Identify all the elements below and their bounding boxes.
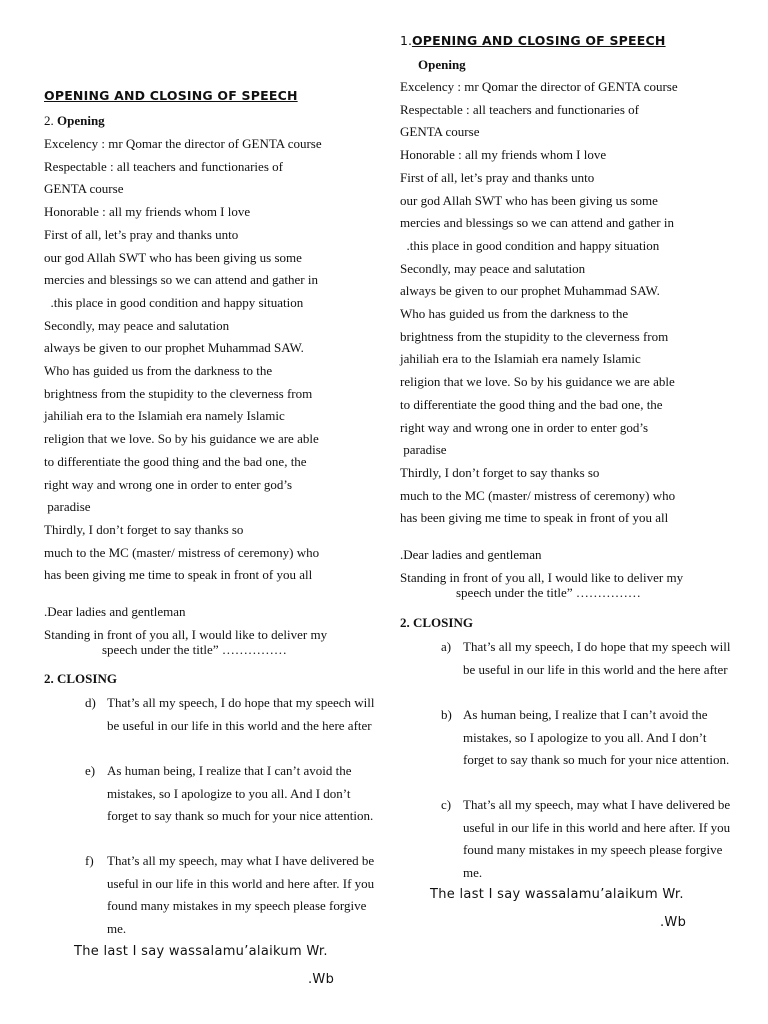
left-standing-line-1: Standing in front of you all, I would like to deliver my: [44, 627, 328, 642]
opening-body-line: jahiliah era to the Islamiah era namely Islamic: [400, 351, 641, 367]
opening-body-line: has been giving me time to speak in front of you all: [44, 567, 313, 583]
opening-body-line: brightness from the stupidity to the cleverness from: [400, 328, 669, 344]
left-closing-heading: 2. CLOSING: [44, 671, 117, 686]
opening-body-line: our god Allah SWT who has been giving us some: [400, 192, 658, 208]
left-title: OPENING AND CLOSING OF SPEECH: [44, 88, 298, 103]
left-closing-item-f: [85, 850, 382, 941]
item-marker: a): [441, 639, 452, 654]
opening-body-line: much to the MC (master/ mistress of ceremony) who: [400, 487, 676, 503]
right-standing-line-1: Standing in front of you all, I would like to deliver my: [400, 570, 684, 585]
item-text: As human being, I realize that I can’t avoid the mistakes, so I apologize to you all. And I don’t forget to say thank so much for your nice attention.: [107, 763, 374, 824]
opening-body-line: Thirdly, I don’t forget to say thanks so: [44, 521, 244, 537]
opening-body-line: to differentiate the good thing and the bad one, the: [400, 396, 663, 412]
opening-body-line: Respectable : all teachers and functionaries of: [400, 101, 639, 117]
item-text: That’s all my speech, may what I have delivered be useful in our life in this world and here after. If you found many mistakes in my speech please forgive me.: [463, 797, 731, 881]
opening-body-line: paradise: [400, 442, 447, 458]
opening-body-line: brightness from the stupidity to the cleverness from: [44, 385, 313, 401]
right-closing-item-b: [441, 704, 738, 772]
opening-body-line: GENTA course: [400, 124, 480, 140]
right-last-line: The last I say wassalamu’alaikum Wr.: [430, 887, 684, 902]
opening-body-line: Honorable : all my friends whom I love: [400, 147, 607, 163]
right-standing-line-2: speech under the title” ……………: [456, 585, 641, 600]
item-marker: f): [85, 853, 94, 868]
opening-body-line: Respectable : all teachers and functionaries of: [44, 158, 283, 174]
opening-body-line: Excelency : mr Qomar the director of GENTA course: [400, 79, 678, 94]
opening-body-line: to differentiate the good thing and the bad one, the: [44, 453, 307, 469]
left-last-line: The last I say wassalamu’alaikum Wr.: [74, 944, 328, 959]
left-standing-line-2: speech under the title” ……………: [102, 642, 287, 657]
item-text: That’s all my speech, I do hope that my speech will be useful in our life in this world and the here after: [107, 695, 375, 733]
opening-body-line: mercies and blessings so we can attend and gather in: [400, 215, 674, 231]
left-closing-item-d: [85, 692, 382, 737]
opening-body-line: Excelency : mr Qomar the director of GENTA course: [44, 136, 322, 151]
opening-body-line: jahiliah era to the Islamiah era namely Islamic: [44, 408, 285, 424]
right-wb: .Wb: [660, 915, 687, 930]
right-title-number: 1.: [400, 33, 412, 48]
left-dear: .Dear ladies and gentleman: [44, 604, 186, 619]
opening-body-line: .this place in good condition and happy situation: [400, 237, 660, 253]
left-opening-label: Opening: [57, 113, 105, 128]
opening-body-line: Secondly, may peace and salutation: [44, 317, 230, 333]
opening-body-line: Secondly, may peace and salutation: [400, 260, 586, 276]
opening-body-line: First of all, let’s pray and thanks unto: [400, 169, 595, 185]
opening-body-line: mercies and blessings so we can attend and gather in: [44, 272, 318, 288]
item-marker: e): [85, 763, 96, 778]
left-opening-heading: [44, 113, 105, 129]
opening-body-line: Who has guided us from the darkness to the: [44, 363, 273, 378]
opening-body-line: First of all, let’s pray and thanks unto: [44, 226, 239, 242]
item-marker: d): [85, 695, 96, 710]
right-opening-label: Opening: [418, 57, 466, 72]
item-text: That’s all my speech, I do hope that my speech will be useful in our life in this world and the here after: [463, 639, 731, 677]
opening-body-line: paradise: [44, 499, 91, 515]
right-closing-heading: 2. CLOSING: [400, 615, 473, 630]
left-wb: .Wb: [308, 972, 335, 987]
opening-body-line: our god Allah SWT who has been giving us some: [44, 249, 302, 265]
left-closing-item-e: [85, 760, 382, 828]
right-title-text: OPENING AND CLOSING OF SPEECH: [411, 33, 666, 48]
item-marker: c): [441, 797, 452, 812]
item-text: As human being, I realize that I can’t avoid the mistakes, so I apologize to you all. And I don’t forget to say thank so much for your nice attention.: [463, 707, 730, 768]
opening-body-line: always be given to our prophet Muhammad SAW.: [44, 340, 304, 356]
opening-body-line: GENTA course: [44, 181, 124, 197]
opening-body-line: always be given to our prophet Muhammad SAW.: [400, 283, 660, 299]
opening-body-line: Honorable : all my friends whom I love: [44, 204, 251, 220]
right-title: [400, 33, 666, 49]
item-text: That’s all my speech, may what I have delivered be useful in our life in this world and here after. If you found many mistakes in my speech please forgive me.: [107, 853, 375, 937]
opening-body-line: Thirdly, I don’t forget to say thanks so: [400, 464, 600, 480]
opening-body-line: much to the MC (master/ mistress of ceremony) who: [44, 544, 320, 560]
opening-body-line: right way and wrong one in order to enter god’s: [400, 419, 649, 435]
opening-body-line: has been giving me time to speak in front of you all: [400, 510, 669, 526]
opening-body-line: religion that we love. So by his guidance we are able: [400, 374, 675, 390]
right-closing-item-c: [441, 794, 738, 885]
opening-body-line: .this place in good condition and happy situation: [44, 294, 304, 310]
right-closing-item-a: [441, 636, 738, 681]
left-opening-number: 2.: [44, 113, 54, 128]
item-marker: b): [441, 707, 452, 722]
opening-body-line: Who has guided us from the darkness to the: [400, 306, 629, 321]
right-dear: .Dear ladies and gentleman: [400, 547, 542, 562]
opening-body-line: right way and wrong one in order to enter god’s: [44, 476, 293, 492]
opening-body-line: religion that we love. So by his guidance we are able: [44, 431, 319, 447]
